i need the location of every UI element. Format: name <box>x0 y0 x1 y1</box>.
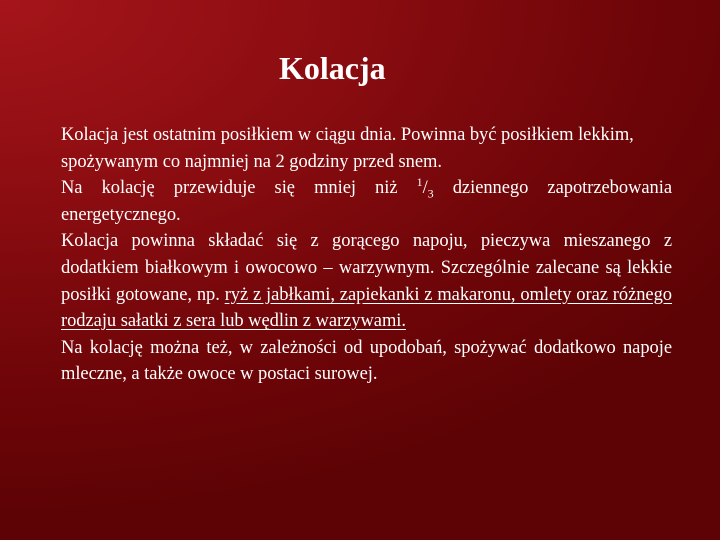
composition-text: Kolacja powinna składać się z gorącego napoju, pieczywa mieszanego z dodatkiem białkowym i owocowo – warzywnym. Szczególnie zalecane są lekkie posiłki gotowane, np. <box>61 231 672 305</box>
paragraph-energy <box>61 175 672 228</box>
meal-examples-link[interactable]: ryż z jabłkami, zapiekanki z makaronu, omlety oraz różnego rodzaju sałatki z sera lub wędlin z warzywami. <box>61 284 672 332</box>
energy-text-start: Na kolację przewiduje się mniej niż <box>61 178 417 199</box>
fraction-slash: / <box>422 178 428 199</box>
paragraph-intro: Kolacja jest ostatnim posiłkiem w ciągu dnia. Powinna być posiłkiem lekkim, spożywanym co najmniej na 2 godziny przed snem. <box>61 125 634 172</box>
fraction-one-third <box>416 175 434 201</box>
slide-title: Kolacja <box>279 50 386 86</box>
fraction-numerator: 1 <box>416 175 423 190</box>
fraction-denominator: 3 <box>427 186 434 201</box>
energy-text-end: dziennego zapotrzebowania energetycznego. <box>61 178 672 225</box>
paragraph-composition <box>61 228 672 334</box>
paragraph-additional: Na kolację można też, w zależności od upodobań, spożywać dodatkowo napoje mleczne, a także owoce w postaci surowej. <box>61 337 672 385</box>
slide-body <box>61 122 672 388</box>
